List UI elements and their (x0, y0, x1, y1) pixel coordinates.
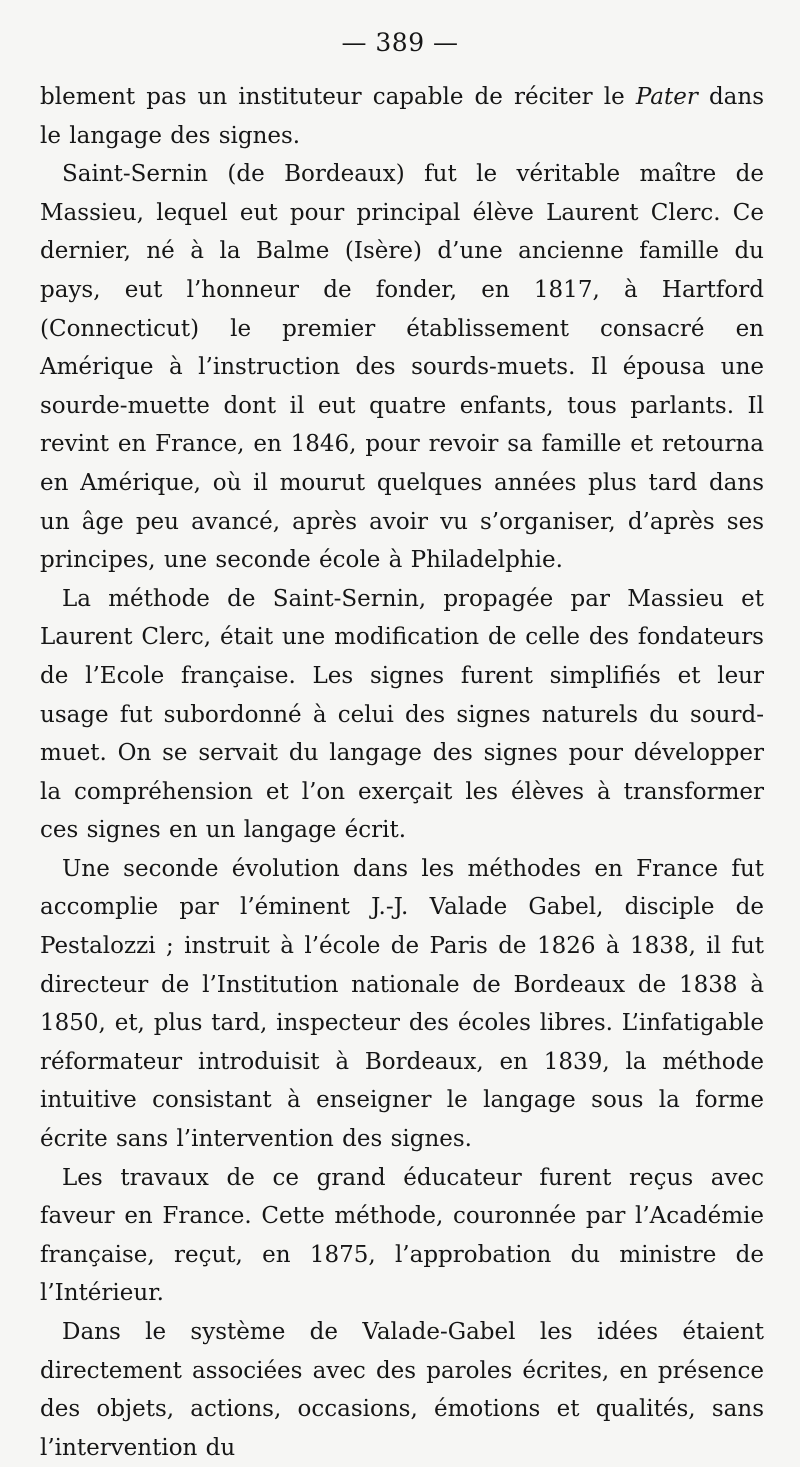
text-segment: dans le langage des signes. (40, 84, 764, 149)
text-segment: blement pas un instituteur capable de réciter le (40, 84, 636, 110)
body-text (40, 78, 764, 1467)
text-segment: Une seconde évolution dans les méthodes en France fut accomplie par l’éminent J.-J. Valade Gabel, disciple de Pestalozzi ; instruit à l’école de Paris de 1826 à 1838, il fut directeur de l’Institution nationale de Bordeaux de 1838 à 1850, et, plus tard, inspecteur des écoles libres. L’infatigable réformateur introduisit à Bordeaux, en 1839, la méthode intuitive consistant à enseigner le langage sous la forme écrite sans l’intervention des signes. (40, 855, 764, 1153)
paragraph (40, 580, 764, 850)
paragraph (40, 78, 764, 155)
text-segment: Saint-Sernin (de Bordeaux) fut le véritable maître de Massieu, lequel eut pour principal élève Laurent Clerc. Ce dernier, né à la Balme (Isère) d’une ancienne famille du pays, eut l’honneur de fonder, en 1817, à Hartford (Connecticut) le premier établissement consacré en Amérique à l’instruction des sourds-muets. Il épousa une sourde-muette dont il eut quatre enfants, tous parlants. Il revint en France, en 1846, pour revoir sa famille et retourna en Amérique, où il mourut quelques années plus tard dans un âge peu avancé, après avoir vu s’organiser, d’après ses principes, une seconde école à Philadelphie. (40, 161, 764, 574)
paragraph (40, 1313, 764, 1467)
text-segment: Dans le système de Valade-Gabel les idées étaient directement associées avec des paroles écrites, en présence des objets, actions, occasions, émotions et qualités, sans l’intervention du (40, 1319, 764, 1461)
paragraph (40, 1159, 764, 1313)
text-segment: La méthode de Saint-Sernin, propagée par Massieu et Laurent Clerc, était une modification de celle des fondateurs de l’Ecole française. Les signes furent simplifiés et leur usage fut subordonné à celui des signes naturels du sourd-muet. On se servait du langage des signes pour développer la compréhension et l’on exerçait les élèves à transformer ces signes en un langage écrit. (40, 585, 764, 844)
italic-text: Pater (635, 84, 698, 110)
paragraph (40, 850, 764, 1159)
paragraph (40, 155, 764, 580)
page-number: — 389 — (341, 28, 459, 57)
text-segment: Les travaux de ce grand éducateur furent reçus avec faveur en France. Cette méthode, couronnée par l’Académie française, reçut, en 1875, l’approbation du ministre de l’Intérieur. (40, 1164, 764, 1307)
